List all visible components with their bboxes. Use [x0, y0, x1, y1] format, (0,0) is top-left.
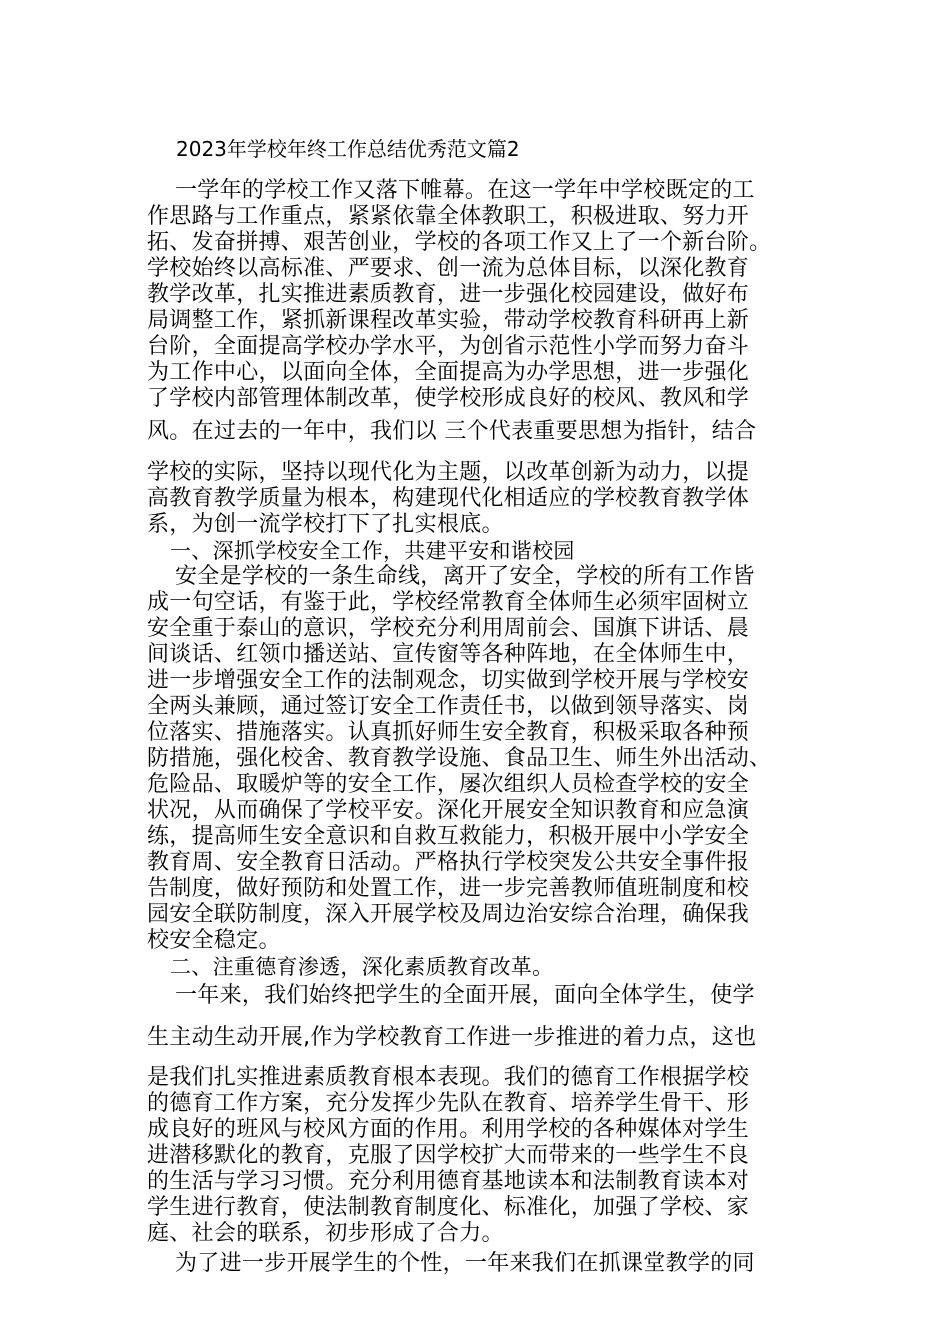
paragraph-line: 安全重于泰山的意识，学校充分利用周前会、国旗下讲话、晨 — [147, 616, 750, 641]
paragraph-line: 园安全联防制度，深入开展学校及周边治安综合治理，确保我 — [147, 902, 750, 927]
paragraph-line: 全两头兼顾，通过签订安全工作责任书，以做到领导落实、岗 — [147, 694, 750, 719]
paragraph-line: 危险品、取暖炉等的安全工作，屡次组织人员检查学校的安全 — [147, 772, 750, 797]
paragraph-line: 间谈话、红领巾播送站、宣传窗等各种阵地，在全体师生中， — [147, 642, 750, 667]
paragraph-line: 的生活与学习习惯。充分利用德育基地读本和法制教育读本对 — [147, 1169, 750, 1194]
paragraph-line: 一年来，我们始终把学生的全面开展，面向全体学生，使学 — [175, 983, 755, 1008]
paragraph-line: 校安全稳定。 — [147, 928, 281, 953]
paragraph-line: 高教育教学质量为根本，构建现代化相适应的学校教育教学体 — [147, 486, 750, 511]
paragraph-line: 生主动生动开展,作为学校教育工作进一步推进的着力点，这也 — [147, 1025, 757, 1050]
paragraph-line: 告制度，做好预防和处置工作，进一步完善教师值班制度和校 — [147, 876, 750, 901]
paragraph-line: 风。在过去的一年中，我们以 三个代表重要思想为指针，结合 — [147, 419, 757, 444]
paragraph-line: 进潜移默化的教育，克服了因学校扩大而带来的一些学生不良 — [147, 1143, 750, 1168]
section-heading-2: 二、注重德育渗透，深化素质教育改革。 — [170, 955, 554, 979]
paragraph-line: 位落实、措施落实。认真抓好师生安全教育，积极采取各种预 — [147, 720, 750, 745]
paragraph-line: 安全是学校的一条生命线，离开了安全，学校的所有工作皆 — [175, 564, 755, 589]
paragraph-line: 教育周、安全教育日活动。严格执行学校突发公共安全事件报 — [147, 850, 750, 875]
paragraph-line: 为工作中心，以面向全体，全面提高为办学思想，进一步强化 — [147, 360, 750, 385]
paragraph-line: 学校始终以高标准、严要求、创一流为总体目标，以深化教育 — [147, 256, 750, 281]
paragraph-line: 学生进行教育，使法制教育制度化、标准化，加强了学校、家 — [147, 1195, 750, 1220]
paragraph-line: 台阶，全面提高学校办学水平，为创省示范性小学而努力奋斗 — [147, 334, 750, 359]
paragraph-line: 作思路与工作重点，紧紧依靠全体教职工，积极进取、努力开 — [147, 204, 750, 229]
paragraph-line: 庭、社会的联系，初步形成了合力。 — [147, 1221, 504, 1246]
paragraph-line: 为了进一步开展学生的个性，一年来我们在抓课堂教学的同 — [175, 1251, 755, 1276]
paragraph-line: 进一步增强安全工作的法制观念，切实做到学校开展与学校安 — [147, 668, 750, 693]
paragraph-line: 状况，从而确保了学校平安。深化开展安全知识教育和应急演 — [147, 798, 750, 823]
paragraph-line: 学校的实际，坚持以现代化为主题，以改革创新为动力，以提 — [147, 460, 750, 485]
paragraph-line: 练，提高师生安全意识和自救互救能力，积极开展中小学安全 — [147, 824, 750, 849]
paragraph-line: 拓、发奋拼搏、艰苦创业，学校的各项工作又上了一个新台阶。 — [147, 230, 772, 255]
document-title: 2023年学校年终工作总结优秀范文篇2 — [176, 137, 520, 161]
paragraph-line: 局调整工作，紧抓新课程改革实验，带动学校教育科研再上新 — [147, 308, 750, 333]
paragraph-line: 是我们扎实推进素质教育根本表现。我们的德育工作根据学校 — [147, 1065, 750, 1090]
paragraph-line: 成良好的班风与校风方面的作用。利用学校的各种媒体对学生 — [147, 1117, 750, 1142]
paragraph-line: 系，为创一流学校打下了扎实根底。 — [147, 512, 504, 537]
paragraph-line: 一学年的学校工作又落下帷幕。在这一学年中学校既定的工 — [175, 178, 755, 203]
paragraph-line: 的德育工作方案，充分发挥少先队在教育、培养学生骨干、形 — [147, 1091, 750, 1116]
section-heading-1: 一、深抓学校安全工作，共建平安和谐校园 — [170, 539, 575, 563]
paragraph-line: 了学校内部管理体制改革，使学校形成良好的校风、教风和学 — [147, 386, 750, 411]
paragraph-line: 防措施，强化校舍、教育教学设施、食品卫生、师生外出活动、 — [147, 746, 772, 771]
paragraph-line: 成一句空话，有鉴于此，学校经常教育全体师生必须牢固树立 — [147, 590, 750, 615]
paragraph-line: 教学改革，扎实推进素质教育，进一步强化校园建设，做好布 — [147, 282, 750, 307]
